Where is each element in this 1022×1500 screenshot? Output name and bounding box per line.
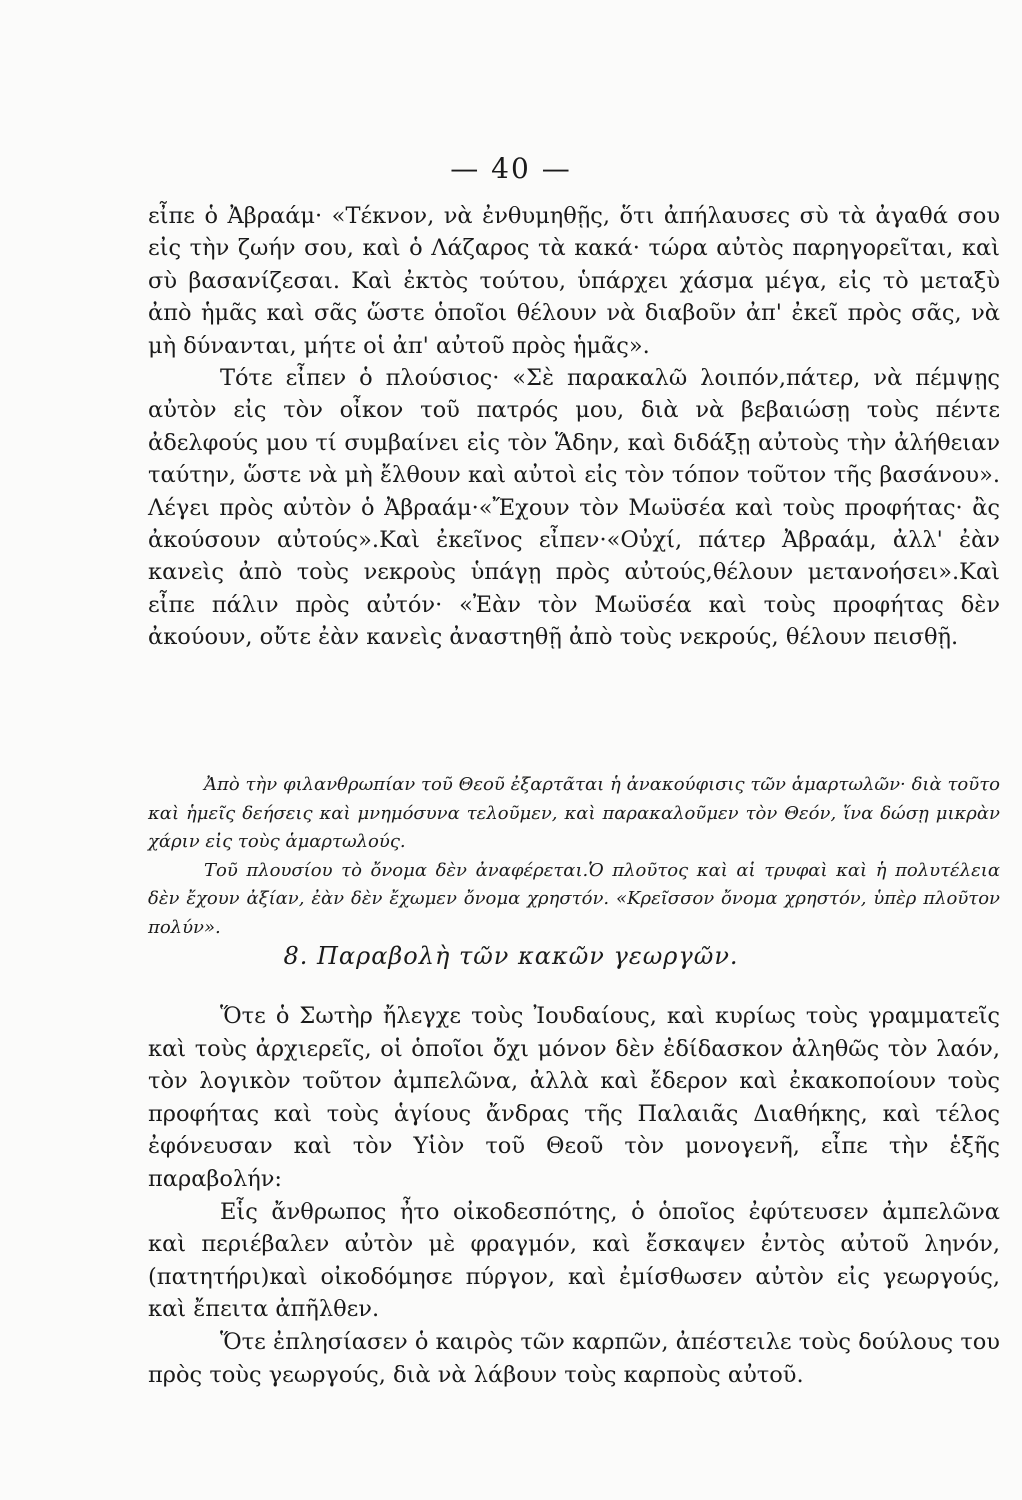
section-heading: 8. Παραβολὴ τῶν κακῶν γεωργῶν.: [283, 942, 739, 970]
paragraph: Εἷς ἄνθρωπος ἦτο οἰκοδεσπότης, ὁ ὁποῖος ἐφύτευσεν ἀμπελῶνα καὶ περιέβαλεν αὐτὸν μὲ φραγμόν, καὶ ἔσκαψεν ἐντὸς αὐτοῦ ληνόν, (πατητήρι)καὶ οἰκοδόμησε πύργον, καὶ ἐμίσθωσεν αὐτὸν εἰς γεωργούς, καὶ ἔπειτα ἀπῆλθεν.: [148, 1198, 1000, 1323]
note-paragraph: Ἀπὸ τὴν φιλανθρωπίαν τοῦ Θεοῦ ἐξαρτᾶται ἡ ἀνακούφισις τῶν ἁμαρτωλῶν· διὰ τοῦτο καὶ ἡμεῖς δεήσεις καὶ μνημόσυνα τελοῦμεν, καὶ παρακαλοῦμεν τὸν Θεόν, ἵνα δώσῃ μικρὰν χάριν εἰς τοὺς ἁμαρτωλούς.: [148, 774, 1000, 852]
paragraph: Ὅτε ὁ Σωτὴρ ἤλεγχε τοὺς Ἰουδαίους, καὶ κυρίως τοὺς γραμματεῖς καὶ τοὺς ἀρχιερεῖς, οἱ ὁποῖοι ὄχι μόνον δὲν ἐδίδασκον ἀληθῶς τὸν λαόν, τὸν λογικὸν τοῦτον ἀμπελῶνα, ἀλλὰ καὶ ἔδερον καὶ ἐκακοποίουν τοὺς προφήτας καὶ τοὺς ἁγίους ἄνδρας τῆς Παλαιᾶς Διαθήκης, καὶ τέλος ἐφόνευσαν καὶ τὸν Υἱὸν τοῦ Θεοῦ τὸν μονογενῆ, εἶπε τὴν ἑξῆς παραβολήν:: [148, 1003, 1000, 1192]
page-number: — 40 —: [450, 152, 572, 185]
note-paragraph: Τοῦ πλουσίου τὸ ὄνομα δὲν ἀναφέρεται.Ὁ πλοῦτος καὶ αἱ τρυφαὶ καὶ ἡ πολυτέλεια δὲν ἔχουν ἀξίαν, ἐὰν δὲν ἔχωμεν ὄνομα χρηστόν. «Κρεῖσσον ὄνομα χρηστόν, ὑπὲρ πλοῦτον πολύν».: [148, 859, 1000, 938]
paragraph: Ὅτε ἐπλησίασεν ὁ καιρὸς τῶν καρπῶν, ἀπέστειλε τοὺς δούλους του πρὸς τοὺς γεωργούς, διὰ νὰ λάβουν τοὺς καρποὺς αὐτοῦ.: [148, 1328, 1000, 1388]
paragraph: εἶπε ὁ Ἀβραάμ· «Τέκνον, νὰ ἐνθυμηθῇς, ὅτι ἀπήλαυσες σὺ τὰ ἀγαθά σου εἰς τὴν ζωήν σου, καὶ ὁ Λάζαρος τὰ κακά· τώρα αὐτὸς παρηγορεῖται, καὶ σὺ βασανίζεσαι. Καὶ ἐκτὸς τούτου, ὑπάρχει χάσμα μέγα, εἰς τὸ μεταξὺ ἀπὸ ἡμᾶς καὶ σᾶς ὥστε ὁποῖοι θέλουν νὰ διαβοῦν ἀπ' ἐκεῖ πρὸς σᾶς, νὰ μὴ δύνανται, μήτε οἱ ἀπ' αὐτοῦ πρὸς ἡμᾶς».: [148, 203, 1000, 359]
section-text: [148, 1000, 1000, 1391]
paragraph: Τότε εἶπεν ὁ πλούσιος· «Σὲ παρακαλῶ λοιπόν,πάτερ, νὰ πέμψῃς αὐτὸν εἰς τὸν οἶκον τοῦ πατρός μου, διὰ νὰ βεβαιώσῃ τοὺς πέντε ἀδελφούς μου τί συμβαίνει εἰς τὸν Ἅδην, καὶ διδάξῃ αὐτοὺς τὴν ἀλήθειαν ταύτην, ὥστε νὰ μὴ ἔλθουν καὶ αὐτοὶ εἰς τὸν τόπον τοῦτον τῆς βασάνου». Λέγει πρὸς αὐτὸν ὁ Ἀβραάμ·«Ἔχουν τὸν Μωϋσέα καὶ τοὺς προφήτας· ἂς ἀκούσουν αὐτούς».Καὶ ἐκεῖνος εἶπεν·«Οὐχί, πάτερ Ἀβραάμ, ἀλλ' ἐὰν κανεὶς ἀπὸ τοὺς νεκροὺς ὑπάγῃ πρὸς αὐτούς,θέλουν μετανοήσει».Καὶ εἶπε πάλιν πρὸς αὐτόν· «Ἐὰν τὸν Μωϋσέα καὶ τοὺς προφήτας δὲν ἀκούουν, οὔτε ἐὰν κανεὶς ἀναστηθῇ ἀπὸ τοὺς νεκρούς, θέλουν πεισθῇ.: [148, 365, 1000, 651]
commentary-notes: [148, 771, 1000, 942]
main-text: [148, 200, 1000, 654]
